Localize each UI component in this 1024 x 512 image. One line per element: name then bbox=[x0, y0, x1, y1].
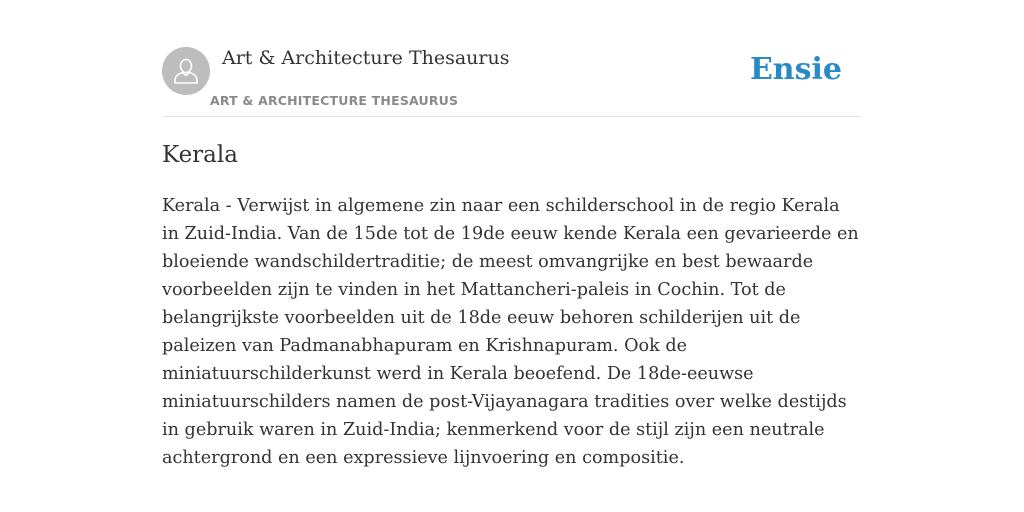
user-silhouette-icon[interactable] bbox=[162, 47, 210, 95]
source-header bbox=[162, 46, 862, 117]
entry-title: Kerala bbox=[162, 142, 238, 168]
entry-definition: Kerala - Verwijst in algemene zin naar een schilderschool in de regio Kerala in Zuid-India. Van de 15de tot de 19de eeuw kende Kerala een gevarieerde en bloeiende wandschildertraditie; de meest omvangrijke en best bewaarde voorbeelden zijn te vinden in het Mattancheri-paleis in Cochin. Tot de belangrijkste voorbeelden uit de 18de eeuw behoren schilderijen uit de paleizen van Padmanabhapuram en Krishnapuram. Ook de miniatuurschilderkunst werd in Kerala beoefend. De 18de-eeuwse miniatuurschilders namen de post-Vijayanagara tradities over welke destijds in gebruik waren in Zuid-India; kenmerkend voor de stijl zijn een neutrale achtergrond en een expressieve lijnvoering en compositie. bbox=[162, 196, 859, 468]
brand-logo[interactable]: Ensie bbox=[749, 52, 842, 87]
source-name[interactable]: Art & Architecture Thesaurus bbox=[222, 47, 510, 69]
source-subtitle: ART & ARCHITECTURE THESAURUS bbox=[210, 93, 459, 108]
